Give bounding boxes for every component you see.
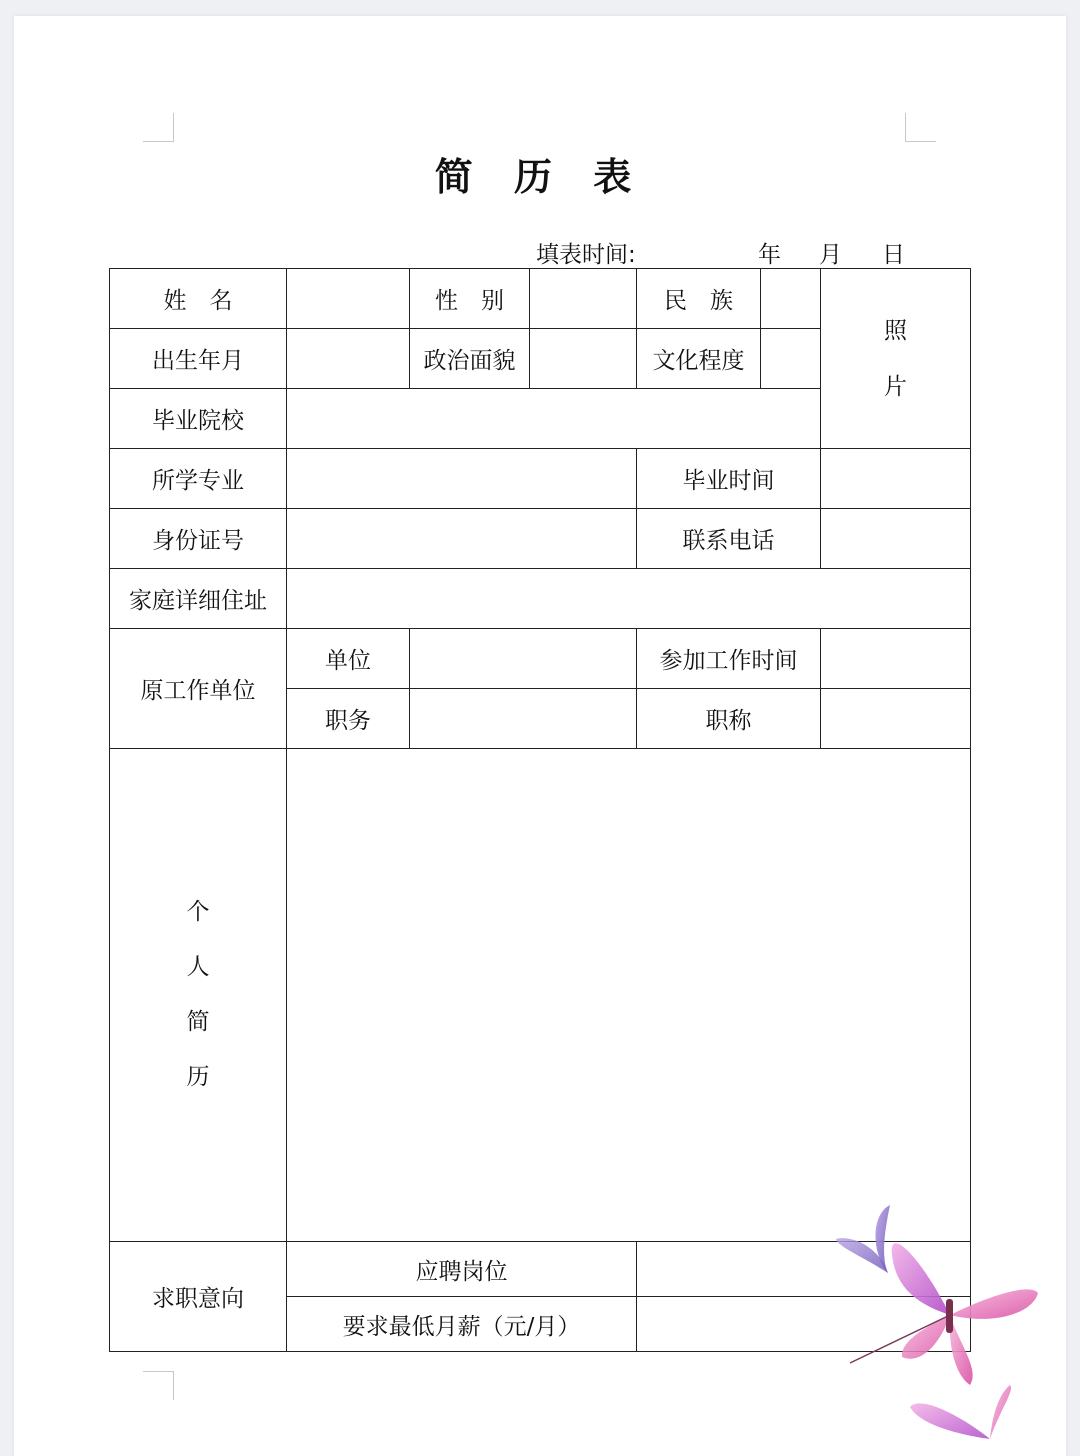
major-input-cell[interactable] — [287, 449, 637, 509]
document-title: 简 历 表 — [434, 155, 646, 199]
name-input-cell[interactable] — [287, 269, 410, 329]
grad-time-label: 毕业时间 — [637, 449, 821, 509]
fill-date-line — [536, 236, 936, 266]
salary-input-cell[interactable] — [637, 1297, 971, 1352]
duty-input-cell[interactable] — [410, 689, 637, 749]
prev-employer-label: 原工作单位 — [110, 629, 287, 749]
ethnicity-input-cell[interactable] — [761, 269, 821, 329]
birth-label: 出生年月 — [110, 329, 287, 389]
position-label: 应聘岗位 — [287, 1242, 637, 1297]
school-input-cell[interactable] — [287, 389, 821, 449]
resume-char-3: 简 — [186, 1009, 210, 1035]
photo-char-2: 片 — [884, 373, 907, 400]
birth-input-cell[interactable] — [287, 329, 410, 389]
address-label: 家庭详细住址 — [110, 569, 287, 629]
unit-input-cell[interactable] — [410, 629, 637, 689]
education-input-cell[interactable] — [761, 329, 821, 389]
major-label: 所学专业 — [110, 449, 287, 509]
fill-date-label: 填表时间: — [536, 242, 636, 268]
margin-mark-top-right — [905, 113, 936, 142]
political-label: 政治面貌 — [410, 329, 530, 389]
title-rank-input-cell[interactable] — [821, 689, 971, 749]
unit-label: 单位 — [287, 629, 410, 689]
start-work-input-cell[interactable] — [821, 629, 971, 689]
title-rank-label: 职称 — [637, 689, 821, 749]
photo-cell[interactable] — [821, 269, 971, 449]
political-input-cell[interactable] — [530, 329, 637, 389]
salary-label: 要求最低月薪（元/月） — [287, 1297, 637, 1352]
duty-label: 职务 — [287, 689, 410, 749]
resume-char-1: 个 — [186, 899, 210, 925]
school-label: 毕业院校 — [110, 389, 287, 449]
id-label: 身份证号 — [110, 509, 287, 569]
start-work-label: 参加工作时间 — [637, 629, 821, 689]
phone-label: 联系电话 — [637, 509, 821, 569]
name-label: 姓 名 — [110, 269, 287, 329]
phone-input-cell[interactable] — [821, 509, 971, 569]
resume-char-4: 历 — [186, 1064, 210, 1090]
position-input-cell[interactable] — [637, 1242, 971, 1297]
address-input-cell[interactable] — [287, 569, 971, 629]
photo-char-1: 照 — [884, 317, 907, 344]
education-label: 文化程度 — [637, 329, 761, 389]
resume-char-2: 人 — [186, 954, 210, 980]
resume-input-cell[interactable] — [287, 749, 971, 1242]
resume-label — [110, 749, 287, 1242]
grad-time-input-cell[interactable] — [821, 449, 971, 509]
fill-date-month: 月 — [819, 242, 842, 268]
ethnicity-label: 民 族 — [637, 269, 761, 329]
margin-mark-bottom-left — [143, 1371, 174, 1400]
job-intent-label: 求职意向 — [110, 1242, 287, 1352]
margin-mark-top-left — [143, 113, 174, 142]
resume-form-table — [109, 268, 971, 1352]
id-input-cell[interactable] — [287, 509, 637, 569]
fill-date-year: 年 — [758, 242, 781, 268]
gender-label: 性 别 — [410, 269, 530, 329]
gender-input-cell[interactable] — [530, 269, 637, 329]
fill-date-day: 日 — [882, 242, 905, 268]
